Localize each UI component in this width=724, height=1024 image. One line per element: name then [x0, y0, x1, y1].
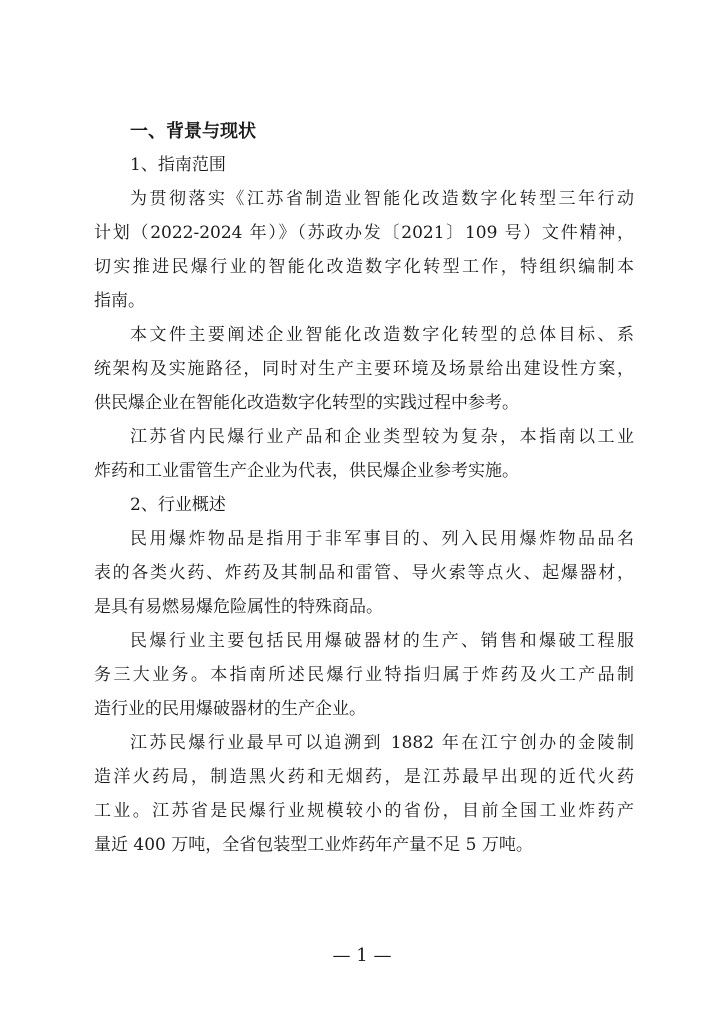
text-line: 计划（2022-2024 年）》（苏政办发〔2021〕109 号）文件精神， — [94, 223, 634, 243]
document-body — [94, 116, 634, 862]
paragraph-business-scope — [94, 624, 634, 726]
paragraph-applicability — [94, 420, 634, 488]
paragraph-definition — [94, 522, 634, 624]
text-line: 工业。江苏省是民爆行业规模较小的省份，目前全国工业炸药产 — [94, 801, 634, 821]
text-line: 务三大业务。本指南所述民爆行业特指归属于炸药及火工产品制 — [94, 665, 634, 685]
text-line: 指南。 — [94, 291, 145, 311]
paragraph-history — [94, 726, 634, 862]
subsection-heading-industry-overview: 2、行业概述 — [130, 495, 226, 515]
text-line: 量近 400 万吨，全省包装型工业炸药年产量不足 5 万吨。 — [94, 835, 533, 855]
text-line: 本文件主要阐述企业智能化改造数字化转型的总体目标、系 — [130, 325, 634, 345]
text-line: 江苏省内民爆行业产品和企业类型较为复杂，本指南以工业 — [130, 427, 634, 447]
text-line: 民爆行业主要包括民用爆破器材的生产、销售和爆破工程服 — [130, 631, 634, 651]
paragraph-purpose — [94, 182, 634, 318]
text-line: 炸药和工业雷管生产企业为代表，供民爆企业参考实施。 — [94, 461, 519, 481]
subsection-heading-scope: 1、指南范围 — [130, 155, 226, 175]
text-line: 表的各类火药、炸药及其制品和雷管、导火索等点火、起爆器材， — [94, 563, 634, 583]
text-line: 供民爆企业在智能化改造数字化转型的实践过程中参考。 — [94, 393, 519, 413]
text-line: 造洋火药局，制造黑火药和无烟药，是江苏最早出现的近代火药 — [94, 767, 634, 787]
text-line: 是具有易燃易爆危险属性的特殊商品。 — [94, 597, 383, 617]
paragraph-content-description — [94, 318, 634, 420]
text-line: 为贯彻落实《江苏省制造业智能化改造数字化转型三年行动 — [130, 189, 634, 209]
text-line: 造行业的民用爆破器材的生产企业。 — [94, 699, 366, 719]
page-number: — 1 — — [332, 945, 392, 966]
section-heading-background: 一、背景与现状 — [130, 121, 256, 142]
text-line: 民用爆炸物品是指用于非军事目的、列入民用爆炸物品品名 — [130, 529, 634, 549]
text-line: 统架构及实施路径，同时对生产主要环境及场景给出建设性方案， — [94, 359, 634, 379]
text-line: 江苏民爆行业最早可以追溯到 1882 年在江宁创办的金陵制 — [130, 733, 634, 753]
text-line: 切实推进民爆行业的智能化改造数字化转型工作，特组织编制本 — [94, 257, 634, 277]
